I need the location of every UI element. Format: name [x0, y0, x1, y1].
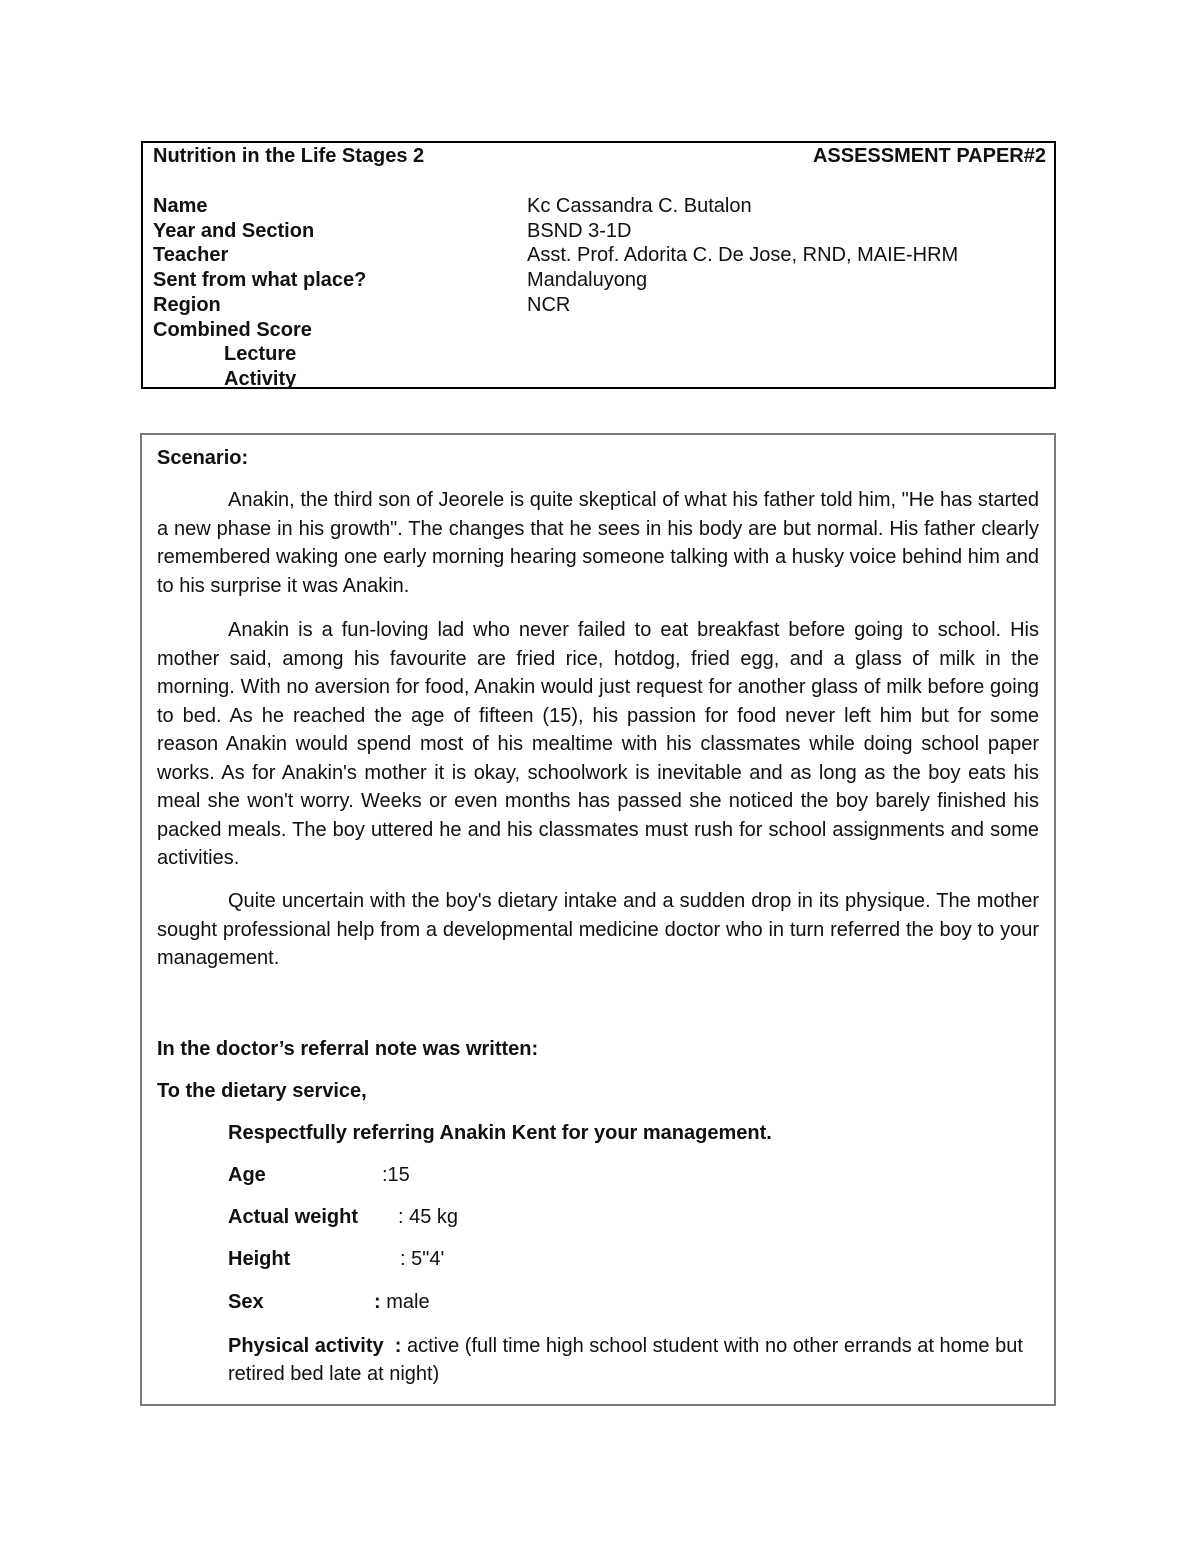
scenario-heading: Scenario:: [157, 447, 249, 469]
field-value: : 45 kg: [398, 1206, 459, 1228]
scenario-paragraph: Anakin is a fun-loving lad who never failed to eat breakfast before going to school. His mother said, among his favourite are fried rice, hotdog, fried egg, and a glass of milk in the morning. With no aversion for food, Anakin would just request for another glass of milk before going to bed. As he reached the age of fifteen (15), his passion for food never left him but for some reason Anakin would spend most of his mealtime with his classmates while doing school paper works. As for Anakin's mother it is okay, schoolwork is inevitable and as long as the boy eats his meal she won't worry. Weeks or even months has passed she noticed the boy barely finished his packed meals. The boy uttered he and his classmates must rush for school assignments and some activities.: [157, 619, 1039, 869]
field-value: male: [386, 1291, 430, 1313]
info-value: Asst. Prof. Adorita C. De Jose, RND, MAIE-HRM: [527, 244, 959, 266]
scenario-paragraph: Anakin, the third son of Jeorele is quite skeptical of what his father told him, "He has started a new phase in his growth". The changes that he sees in his body are but normal. His father clearly remembered waking one early morning hearing someone talking with a husky voice behind him and to his surprise it was Anakin.: [157, 489, 1039, 597]
field-value: active (full time high school student with no other errands at home but retired bed late at night): [228, 1335, 1023, 1385]
info-label: Activity: [224, 368, 297, 390]
course-title: Nutrition in the Life Stages 2: [153, 145, 425, 167]
field-label: Actual weight: [228, 1206, 359, 1228]
field-label: Sex: [228, 1291, 264, 1313]
scenario-box: [140, 433, 1056, 1406]
field-value: :15: [382, 1164, 410, 1186]
referral-line: Respectfully referring Anakin Kent for your management.: [228, 1122, 772, 1144]
info-label: Year and Section: [153, 220, 315, 242]
info-value: BSND 3-1D: [527, 220, 632, 242]
info-value: NCR: [527, 294, 571, 316]
info-label: Lecture: [224, 343, 297, 365]
field-label: Height: [228, 1248, 291, 1270]
field-label: Physical activity: [228, 1335, 384, 1357]
field-label: Age: [228, 1164, 266, 1186]
paper-title: ASSESSMENT PAPER#2: [812, 145, 1046, 167]
field-physical-activity: Physical activity : active (full time high school student with no other errands at home but retired bed late at night): [228, 1335, 1023, 1385]
referral-intro: In the doctor’s referral note was written:: [157, 1038, 539, 1060]
info-label: Region: [153, 294, 221, 316]
field-value-wrap: : male: [374, 1291, 430, 1313]
info-value: Kc Cassandra C. Butalon: [527, 195, 752, 217]
student-info-box: [141, 141, 1056, 389]
info-label: Name: [153, 195, 208, 217]
info-label: Sent from what place?: [153, 269, 367, 291]
scenario-paragraph: Quite uncertain with the boy's dietary intake and a sudden drop in its physique. The mother sought professional help from a developmental medicine doctor who in turn referred the boy to your management.: [157, 890, 1039, 969]
info-label: Teacher: [153, 244, 229, 266]
field-value: : 5"4': [400, 1248, 445, 1270]
info-value: Mandaluyong: [527, 269, 648, 291]
info-label: Combined Score: [153, 319, 312, 341]
referral-salutation: To the dietary service,: [157, 1080, 367, 1102]
